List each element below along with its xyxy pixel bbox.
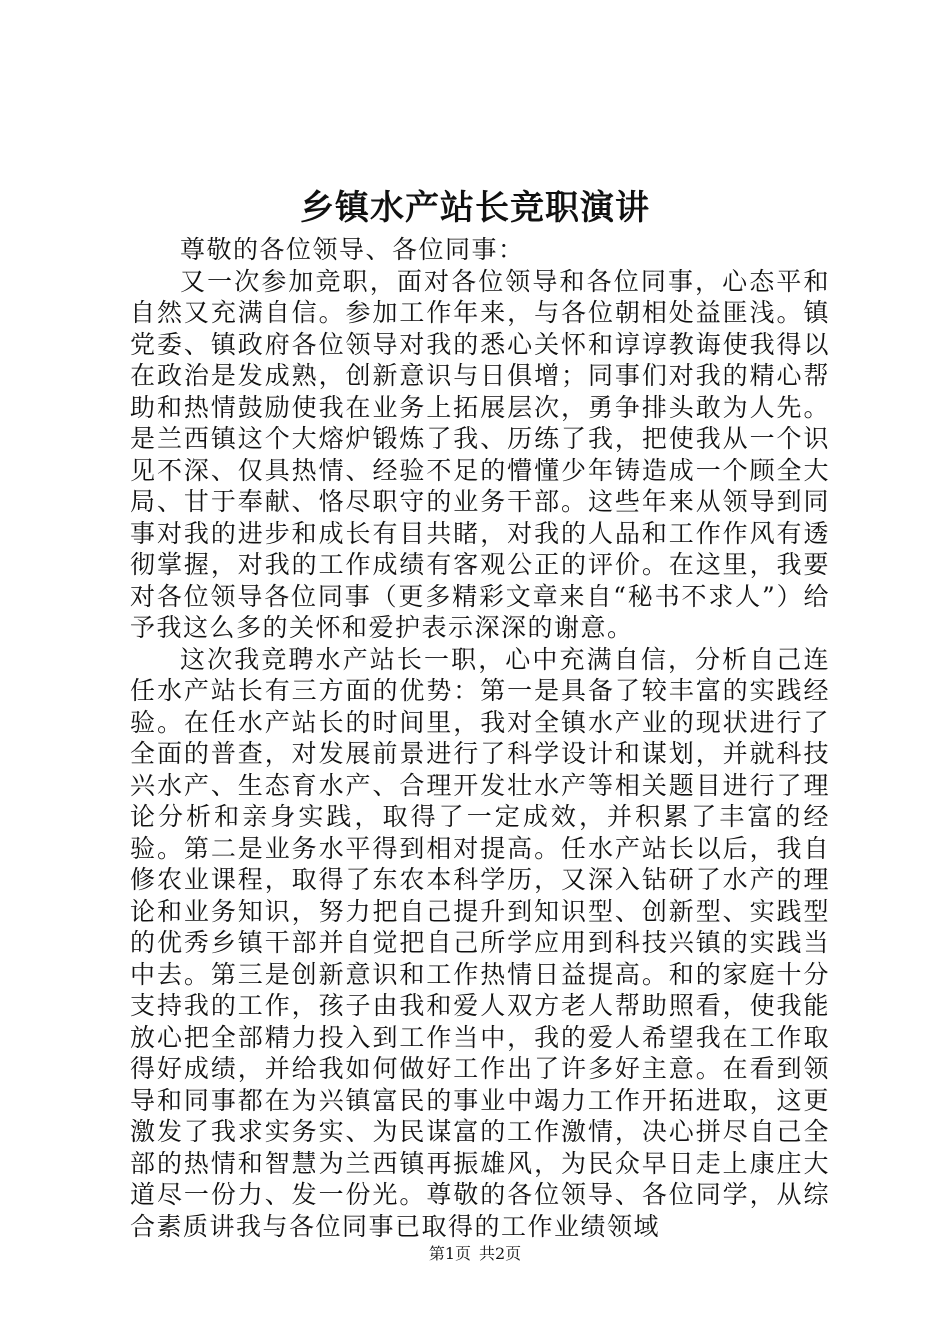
page-footer xyxy=(0,1242,950,1266)
document-body xyxy=(130,234,830,1242)
paragraph-2: 这次我竞聘水产站长一职，心中充满自信，分析自己连任水产站长有三方面的优势：第一是具备了较丰富的实践经验。在任水产站长的时间里，我对全镇水产业的现状进行了全面的普查，对发展前景进行了科学设计和谋划，并就科技兴水产、生态育水产、合理开发壮水产等相关题目进行了理论分析和亲身实践，取得了一定成效，并积累了丰富的经验。第二是业务水平得到相对提高。任水产站长以后，我自修农业课程，取得了东农本科学历，又深入钻研了水产的理论和业务知识，努力把自己提升到知识型、创新型、实践型的优秀乡镇干部并自觉把自己所学应用到科技兴镇的实践当中去。第三是创新意识和工作热情日益提高。和的家庭十分支持我的工作，孩子由我和爱人双方老人帮助照看，使我能放心把全部精力投入到工作当中，我的爱人希望我在工作取得好成绩，并给我如何做好工作出了许多好主意。在看到领导和同事都在为兴镇富民的事业中竭力工作开拓进取，这更激发了我求实务实、为民谋富的工作激情，决心拼尽自己全部的热情和智慧为兰西镇再振雄风，为民众早日走上康庄大道尽一份力、发一份光。尊敬的各位领导、各位同学，从综合素质讲我与各位同事已取得的工作业绩领域 xyxy=(130,644,830,1241)
page-total: 共2页 xyxy=(479,1244,522,1263)
salutation: 尊敬的各位领导、各位同事： xyxy=(180,235,525,264)
page-number: 第1页 xyxy=(428,1244,471,1263)
paragraph-1: 又一次参加竞职，面对各位领导和各位同事，心态平和自然又充满自信。参加工作年来，与各位朝相处益匪浅。镇党委、镇政府各位领导对我的悉心关怀和谆谆教诲使我得以在政治是发成熟，创新意识与日俱增；同事们对我的精心帮助和热情鼓励使我在业务上拓展层次，勇争排头敢为人先。是兰西镇这个大熔炉锻炼了我、历练了我，把使我从一个识见不深、仅具热情、经验不足的懵懂少年铸造成一个顾全大局、甘于奉献、恪尽职守的业务干部。这些年来从领导到同事对我的进步和成长有目共睹，对我的人品和工作作风有透彻掌握，对我的工作成绩有客观公正的评价。在这里，我要对各位领导各位同事（更多精彩文章来自“秘书不求人”）给予我这么多的关怀和爱护表示深深的谢意。 xyxy=(130,266,830,642)
document-title: 乡镇水产站长竞职演讲 xyxy=(300,188,650,228)
